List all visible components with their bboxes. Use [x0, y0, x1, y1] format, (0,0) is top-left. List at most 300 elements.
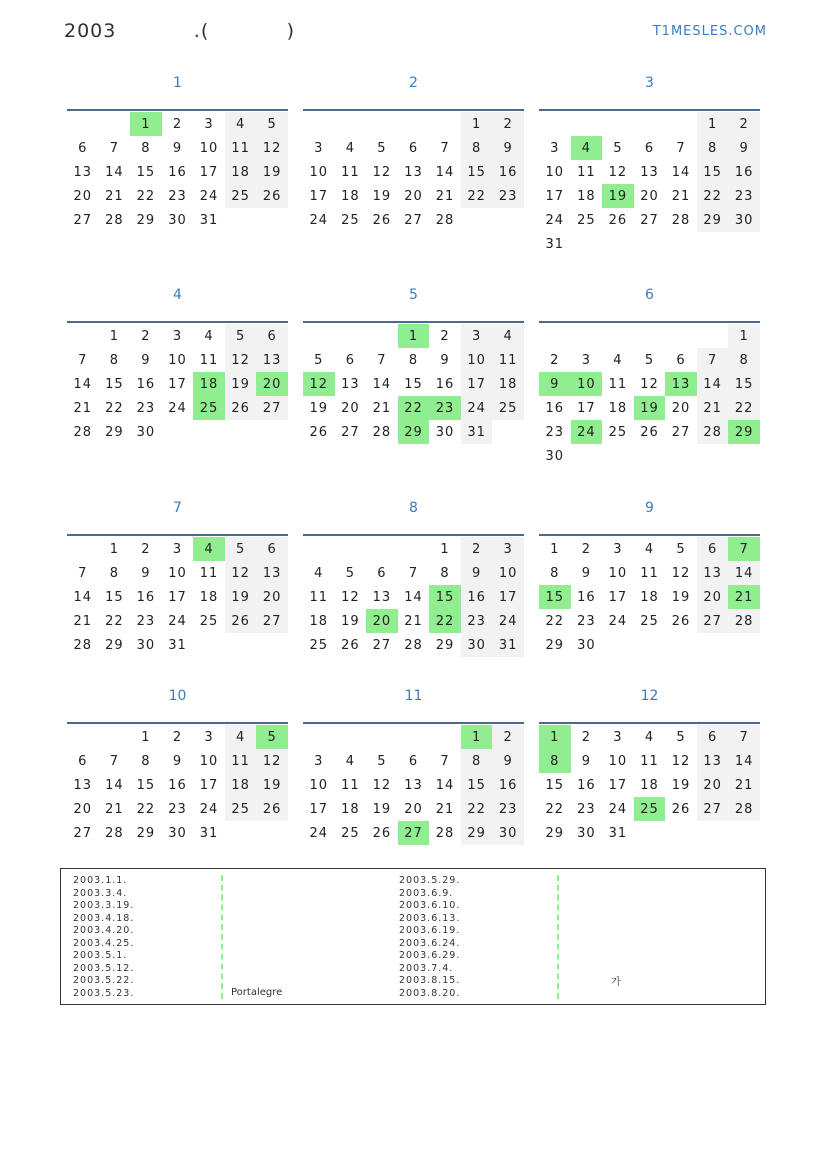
day-cell[interactable]: 20	[697, 585, 729, 609]
day-cell[interactable]: 11	[492, 348, 524, 372]
day-cell[interactable]: 27	[73, 825, 93, 841]
day-cell[interactable]: 26	[341, 637, 360, 653]
day-cell[interactable]: 2	[172, 729, 183, 745]
day-cell[interactable]: 13	[697, 749, 729, 773]
day-cell[interactable]: 26	[225, 609, 257, 633]
day-cell[interactable]: 21	[728, 773, 760, 797]
day-cell[interactable]: 1	[550, 541, 560, 557]
holiday-cell[interactable]: 12	[303, 372, 335, 396]
day-cell[interactable]: 24	[461, 396, 493, 420]
day-cell[interactable]: 11	[199, 352, 219, 368]
day-cell[interactable]: 26	[372, 212, 392, 228]
day-cell[interactable]: 27	[341, 424, 360, 440]
brand-logo[interactable]: T1MESLES.COM	[652, 24, 767, 39]
day-cell[interactable]: 23	[577, 801, 596, 817]
day-cell[interactable]: 16	[577, 777, 596, 793]
day-cell[interactable]: 7	[78, 352, 88, 368]
day-cell[interactable]: 12	[671, 565, 691, 581]
day-cell[interactable]: 5	[676, 729, 686, 745]
holiday-cell[interactable]: 23	[429, 396, 461, 420]
day-cell[interactable]: 8	[550, 565, 560, 581]
day-cell[interactable]: 1	[141, 729, 151, 745]
day-cell[interactable]: 28	[435, 825, 455, 841]
day-cell[interactable]: 24	[168, 400, 187, 416]
day-cell[interactable]: 17	[492, 585, 524, 609]
day-cell[interactable]: 1	[440, 541, 450, 557]
day-cell[interactable]: 3	[550, 140, 560, 156]
day-cell[interactable]: 19	[671, 777, 691, 793]
day-cell[interactable]: 4	[345, 753, 355, 769]
day-cell[interactable]: 20	[671, 400, 691, 416]
day-cell[interactable]: 26	[671, 613, 691, 629]
day-cell[interactable]: 4	[492, 324, 524, 348]
holiday-cell[interactable]: 1	[539, 725, 571, 749]
day-cell[interactable]: 10	[492, 561, 524, 585]
day-cell[interactable]: 5	[225, 537, 257, 561]
day-cell[interactable]: 7	[440, 753, 450, 769]
day-cell[interactable]: 18	[341, 801, 360, 817]
day-cell[interactable]: 7	[377, 352, 387, 368]
day-cell[interactable]: 16	[492, 773, 524, 797]
day-cell[interactable]: 12	[225, 348, 257, 372]
day-cell[interactable]: 30	[136, 637, 156, 653]
day-cell[interactable]: 1	[109, 541, 119, 557]
day-cell[interactable]: 14	[105, 164, 124, 180]
day-cell[interactable]: 26	[225, 396, 257, 420]
day-cell[interactable]: 2	[581, 541, 591, 557]
holiday-cell[interactable]: 25	[634, 797, 666, 821]
day-cell[interactable]: 5	[314, 352, 324, 368]
day-cell[interactable]: 22	[461, 184, 493, 208]
day-cell[interactable]: 6	[408, 753, 419, 769]
holiday-cell[interactable]: 15	[539, 585, 571, 609]
day-cell[interactable]: 18	[225, 160, 257, 184]
holiday-cell[interactable]: 22	[429, 609, 461, 633]
day-cell[interactable]: 13	[256, 348, 288, 372]
day-cell[interactable]: 21	[697, 396, 729, 420]
day-cell[interactable]: 24	[608, 801, 628, 817]
day-cell[interactable]: 19	[225, 372, 257, 396]
day-cell[interactable]: 26	[256, 797, 288, 821]
day-cell[interactable]: 17	[168, 589, 187, 605]
day-cell[interactable]: 30	[545, 448, 565, 464]
day-cell[interactable]: 26	[608, 212, 628, 228]
day-cell[interactable]: 5	[377, 140, 387, 156]
day-cell[interactable]: 4	[204, 328, 214, 344]
day-cell[interactable]: 10	[545, 164, 565, 180]
day-cell[interactable]: 16	[492, 160, 524, 184]
day-cell[interactable]: 23	[168, 188, 187, 204]
day-cell[interactable]: 4	[644, 729, 655, 745]
day-cell[interactable]: 25	[341, 212, 360, 228]
day-cell[interactable]: 20	[73, 188, 93, 204]
day-cell[interactable]: 9	[728, 136, 760, 160]
day-cell[interactable]: 24	[492, 609, 524, 633]
holiday-cell[interactable]: 25	[193, 396, 225, 420]
holiday-cell[interactable]: 1	[130, 112, 162, 136]
day-cell[interactable]: 9	[172, 753, 183, 769]
day-cell[interactable]: 25	[492, 396, 524, 420]
day-cell[interactable]: 19	[309, 400, 329, 416]
holiday-cell[interactable]: 4	[571, 136, 603, 160]
day-cell[interactable]: 15	[461, 773, 493, 797]
holiday-cell[interactable]: 20	[256, 372, 288, 396]
day-cell[interactable]: 22	[728, 396, 760, 420]
day-cell[interactable]: 22	[136, 801, 156, 817]
day-cell[interactable]: 10	[309, 164, 329, 180]
day-cell[interactable]: 17	[608, 777, 628, 793]
day-cell[interactable]: 23	[136, 613, 156, 629]
day-cell[interactable]: 15	[697, 160, 729, 184]
day-cell[interactable]: 20	[73, 801, 93, 817]
day-cell[interactable]: 24	[545, 212, 565, 228]
day-cell[interactable]: 21	[105, 801, 124, 817]
day-cell[interactable]: 31	[461, 420, 493, 444]
day-cell[interactable]: 15	[136, 164, 156, 180]
holiday-cell[interactable]: 29	[398, 420, 430, 444]
day-cell[interactable]: 19	[256, 160, 288, 184]
day-cell[interactable]: 16	[136, 376, 156, 392]
day-cell[interactable]: 2	[141, 541, 151, 557]
day-cell[interactable]: 23	[492, 184, 524, 208]
day-cell[interactable]: 12	[640, 376, 659, 392]
day-cell[interactable]: 31	[608, 825, 628, 841]
day-cell[interactable]: 8	[109, 352, 119, 368]
day-cell[interactable]: 7	[440, 140, 450, 156]
day-cell[interactable]: 7	[697, 348, 729, 372]
day-cell[interactable]: 7	[109, 753, 119, 769]
day-cell[interactable]: 16	[168, 164, 187, 180]
day-cell[interactable]: 11	[640, 753, 659, 769]
day-cell[interactable]: 11	[225, 749, 257, 773]
day-cell[interactable]: 6	[408, 140, 419, 156]
day-cell[interactable]: 13	[404, 164, 423, 180]
day-cell[interactable]: 25	[199, 613, 219, 629]
day-cell[interactable]: 10	[608, 753, 628, 769]
day-cell[interactable]: 14	[105, 777, 124, 793]
day-cell[interactable]: 27	[372, 637, 392, 653]
day-cell[interactable]: 10	[199, 140, 219, 156]
day-cell[interactable]: 16	[728, 160, 760, 184]
day-cell[interactable]: 27	[404, 212, 423, 228]
day-cell[interactable]: 16	[168, 777, 187, 793]
day-cell[interactable]: 6	[377, 565, 387, 581]
day-cell[interactable]: 31	[199, 825, 219, 841]
day-cell[interactable]: 14	[435, 777, 455, 793]
day-cell[interactable]: 16	[545, 400, 565, 416]
day-cell[interactable]: 6	[697, 537, 729, 561]
day-cell[interactable]: 8	[461, 136, 493, 160]
day-cell[interactable]: 18	[577, 188, 596, 204]
day-cell[interactable]: 8	[440, 565, 450, 581]
day-cell[interactable]: 25	[577, 212, 596, 228]
day-cell[interactable]: 6	[256, 324, 288, 348]
day-cell[interactable]: 26	[372, 825, 392, 841]
day-cell[interactable]: 3	[461, 324, 493, 348]
day-cell[interactable]: 3	[314, 140, 324, 156]
day-cell[interactable]: 28	[671, 212, 691, 228]
day-cell[interactable]: 7	[676, 140, 686, 156]
day-cell[interactable]: 25	[309, 637, 329, 653]
day-cell[interactable]: 30	[168, 212, 187, 228]
day-cell[interactable]: 10	[199, 753, 219, 769]
day-cell[interactable]: 19	[671, 589, 691, 605]
day-cell[interactable]: 17	[199, 777, 219, 793]
holiday-cell[interactable]: 19	[602, 184, 634, 208]
day-cell[interactable]: 4	[613, 352, 623, 368]
day-cell[interactable]: 29	[461, 821, 493, 845]
day-cell[interactable]: 28	[372, 424, 392, 440]
day-cell[interactable]: 13	[640, 164, 659, 180]
day-cell[interactable]: 15	[105, 589, 124, 605]
day-cell[interactable]: 9	[581, 565, 591, 581]
day-cell[interactable]: 25	[225, 797, 257, 821]
day-cell[interactable]: 31	[199, 212, 219, 228]
day-cell[interactable]: 18	[640, 777, 659, 793]
day-cell[interactable]: 13	[404, 777, 423, 793]
day-cell[interactable]: 21	[435, 801, 455, 817]
day-cell[interactable]: 9	[492, 749, 524, 773]
day-cell[interactable]: 8	[109, 565, 119, 581]
day-cell[interactable]: 8	[697, 136, 729, 160]
day-cell[interactable]: 15	[545, 777, 565, 793]
day-cell[interactable]: 10	[309, 777, 329, 793]
day-cell[interactable]: 1	[109, 328, 119, 344]
day-cell[interactable]: 4	[314, 565, 324, 581]
day-cell[interactable]: 8	[141, 140, 151, 156]
day-cell[interactable]: 30	[435, 424, 455, 440]
day-cell[interactable]: 17	[461, 372, 493, 396]
day-cell[interactable]: 20	[404, 801, 423, 817]
day-cell[interactable]: 16	[577, 589, 596, 605]
day-cell[interactable]: 18	[341, 188, 360, 204]
day-cell[interactable]: 22	[105, 400, 124, 416]
day-cell[interactable]: 29	[545, 825, 565, 841]
day-cell[interactable]: 23	[461, 609, 493, 633]
day-cell[interactable]: 20	[341, 400, 360, 416]
holiday-cell[interactable]: 10	[571, 372, 603, 396]
day-cell[interactable]: 21	[671, 188, 691, 204]
holiday-cell[interactable]: 19	[634, 396, 666, 420]
day-cell[interactable]: 17	[577, 400, 596, 416]
day-cell[interactable]: 2	[172, 116, 183, 132]
day-cell[interactable]: 23	[577, 613, 596, 629]
day-cell[interactable]: 16	[461, 585, 493, 609]
holiday-cell[interactable]: 7	[728, 537, 760, 561]
day-cell[interactable]: 12	[372, 164, 392, 180]
day-cell[interactable]: 11	[577, 164, 596, 180]
day-cell[interactable]: 18	[225, 773, 257, 797]
day-cell[interactable]: 28	[73, 637, 93, 653]
day-cell[interactable]: 17	[309, 801, 329, 817]
day-cell[interactable]: 4	[644, 541, 655, 557]
day-cell[interactable]: 8	[728, 348, 760, 372]
day-cell[interactable]: 21	[105, 188, 124, 204]
day-cell[interactable]: 29	[545, 637, 565, 653]
day-cell[interactable]: 28	[105, 212, 124, 228]
day-cell[interactable]: 27	[256, 609, 288, 633]
day-cell[interactable]: 5	[644, 352, 655, 368]
day-cell[interactable]: 27	[697, 797, 729, 821]
day-cell[interactable]: 22	[545, 801, 565, 817]
day-cell[interactable]: 7	[78, 565, 88, 581]
day-cell[interactable]: 5	[613, 140, 623, 156]
day-cell[interactable]: 31	[168, 637, 187, 653]
day-cell[interactable]: 6	[676, 352, 686, 368]
day-cell[interactable]: 4	[225, 112, 257, 136]
day-cell[interactable]: 29	[105, 637, 124, 653]
day-cell[interactable]: 3	[172, 328, 183, 344]
day-cell[interactable]: 15	[404, 376, 423, 392]
day-cell[interactable]: 11	[199, 565, 219, 581]
day-cell[interactable]: 21	[435, 188, 455, 204]
day-cell[interactable]: 23	[545, 424, 565, 440]
day-cell[interactable]: 6	[78, 753, 88, 769]
day-cell[interactable]: 9	[172, 140, 183, 156]
day-cell[interactable]: 12	[256, 749, 288, 773]
day-cell[interactable]: 1	[461, 112, 493, 136]
day-cell[interactable]: 14	[404, 589, 423, 605]
day-cell[interactable]: 6	[644, 140, 655, 156]
day-cell[interactable]: 3	[172, 541, 183, 557]
day-cell[interactable]: 30	[728, 208, 760, 232]
day-cell[interactable]: 7	[109, 140, 119, 156]
holiday-cell[interactable]: 27	[398, 821, 430, 845]
day-cell[interactable]: 17	[608, 589, 628, 605]
day-cell[interactable]: 17	[168, 376, 187, 392]
day-cell[interactable]: 1	[697, 112, 729, 136]
day-cell[interactable]: 19	[341, 613, 360, 629]
day-cell[interactable]: 4	[225, 725, 257, 749]
day-cell[interactable]: 3	[314, 753, 324, 769]
day-cell[interactable]: 14	[728, 561, 760, 585]
day-cell[interactable]: 24	[309, 825, 329, 841]
holiday-cell[interactable]: 5	[256, 725, 288, 749]
day-cell[interactable]: 15	[728, 372, 760, 396]
day-cell[interactable]: 20	[640, 188, 659, 204]
day-cell[interactable]: 25	[608, 424, 628, 440]
day-cell[interactable]: 17	[199, 164, 219, 180]
day-cell[interactable]: 3	[581, 352, 591, 368]
day-cell[interactable]: 7	[728, 725, 760, 749]
day-cell[interactable]: 19	[225, 585, 257, 609]
day-cell[interactable]: 28	[404, 637, 423, 653]
holiday-cell[interactable]: 20	[366, 609, 398, 633]
holiday-cell[interactable]: 29	[728, 420, 760, 444]
day-cell[interactable]: 22	[105, 613, 124, 629]
day-cell[interactable]: 5	[377, 753, 387, 769]
day-cell[interactable]: 14	[671, 164, 691, 180]
day-cell[interactable]: 16	[435, 376, 455, 392]
day-cell[interactable]: 26	[640, 424, 659, 440]
day-cell[interactable]: 9	[141, 565, 151, 581]
day-cell[interactable]: 15	[105, 376, 124, 392]
day-cell[interactable]: 28	[728, 609, 760, 633]
day-cell[interactable]: 5	[345, 565, 355, 581]
day-cell[interactable]: 19	[372, 188, 392, 204]
day-cell[interactable]: 27	[256, 396, 288, 420]
day-cell[interactable]: 30	[577, 637, 596, 653]
day-cell[interactable]: 20	[697, 773, 729, 797]
day-cell[interactable]: 12	[225, 561, 257, 585]
day-cell[interactable]: 24	[608, 613, 628, 629]
day-cell[interactable]: 30	[168, 825, 187, 841]
day-cell[interactable]: 2	[728, 112, 760, 136]
day-cell[interactable]: 9	[440, 352, 450, 368]
day-cell[interactable]: 22	[545, 613, 565, 629]
day-cell[interactable]: 13	[256, 561, 288, 585]
day-cell[interactable]: 2	[550, 352, 560, 368]
day-cell[interactable]: 14	[73, 376, 93, 392]
day-cell[interactable]: 12	[341, 589, 360, 605]
day-cell[interactable]: 10	[461, 348, 493, 372]
day-cell[interactable]: 28	[697, 420, 729, 444]
day-cell[interactable]: 17	[309, 188, 329, 204]
day-cell[interactable]: 13	[73, 777, 93, 793]
day-cell[interactable]: 24	[199, 188, 219, 204]
day-cell[interactable]: 18	[309, 613, 329, 629]
day-cell[interactable]: 31	[545, 236, 565, 252]
day-cell[interactable]: 28	[105, 825, 124, 841]
day-cell[interactable]: 3	[204, 116, 214, 132]
day-cell[interactable]: 26	[671, 801, 691, 817]
day-cell[interactable]: 24	[199, 801, 219, 817]
day-cell[interactable]: 5	[225, 324, 257, 348]
day-cell[interactable]: 29	[697, 208, 729, 232]
day-cell[interactable]: 7	[408, 565, 419, 581]
day-cell[interactable]: 14	[73, 589, 93, 605]
day-cell[interactable]: 6	[697, 725, 729, 749]
day-cell[interactable]: 11	[341, 164, 360, 180]
day-cell[interactable]: 14	[435, 164, 455, 180]
day-cell[interactable]: 26	[309, 424, 329, 440]
holiday-cell[interactable]: 22	[398, 396, 430, 420]
day-cell[interactable]: 21	[73, 613, 93, 629]
day-cell[interactable]: 9	[581, 753, 591, 769]
day-cell[interactable]: 25	[640, 613, 659, 629]
day-cell[interactable]: 30	[461, 633, 493, 657]
day-cell[interactable]: 21	[73, 400, 93, 416]
day-cell[interactable]: 6	[256, 537, 288, 561]
day-cell[interactable]: 30	[577, 825, 596, 841]
day-cell[interactable]: 23	[136, 400, 156, 416]
day-cell[interactable]: 19	[256, 773, 288, 797]
day-cell[interactable]: 20	[256, 585, 288, 609]
day-cell[interactable]: 2	[581, 729, 591, 745]
day-cell[interactable]: 10	[608, 565, 628, 581]
day-cell[interactable]: 21	[372, 400, 392, 416]
day-cell[interactable]: 2	[492, 725, 524, 749]
holiday-cell[interactable]: 18	[193, 372, 225, 396]
day-cell[interactable]: 20	[404, 188, 423, 204]
day-cell[interactable]: 10	[168, 565, 187, 581]
day-cell[interactable]: 24	[168, 613, 187, 629]
day-cell[interactable]: 18	[492, 372, 524, 396]
day-cell[interactable]: 3	[204, 729, 214, 745]
day-cell[interactable]: 5	[676, 541, 686, 557]
holiday-cell[interactable]: 24	[571, 420, 603, 444]
day-cell[interactable]: 18	[640, 589, 659, 605]
day-cell[interactable]: 11	[225, 136, 257, 160]
day-cell[interactable]: 15	[136, 777, 156, 793]
day-cell[interactable]: 25	[225, 184, 257, 208]
holiday-cell[interactable]: 21	[728, 585, 760, 609]
day-cell[interactable]: 23	[728, 184, 760, 208]
day-cell[interactable]: 12	[608, 164, 628, 180]
day-cell[interactable]: 18	[608, 400, 628, 416]
day-cell[interactable]: 3	[613, 541, 623, 557]
day-cell[interactable]: 2	[440, 328, 450, 344]
